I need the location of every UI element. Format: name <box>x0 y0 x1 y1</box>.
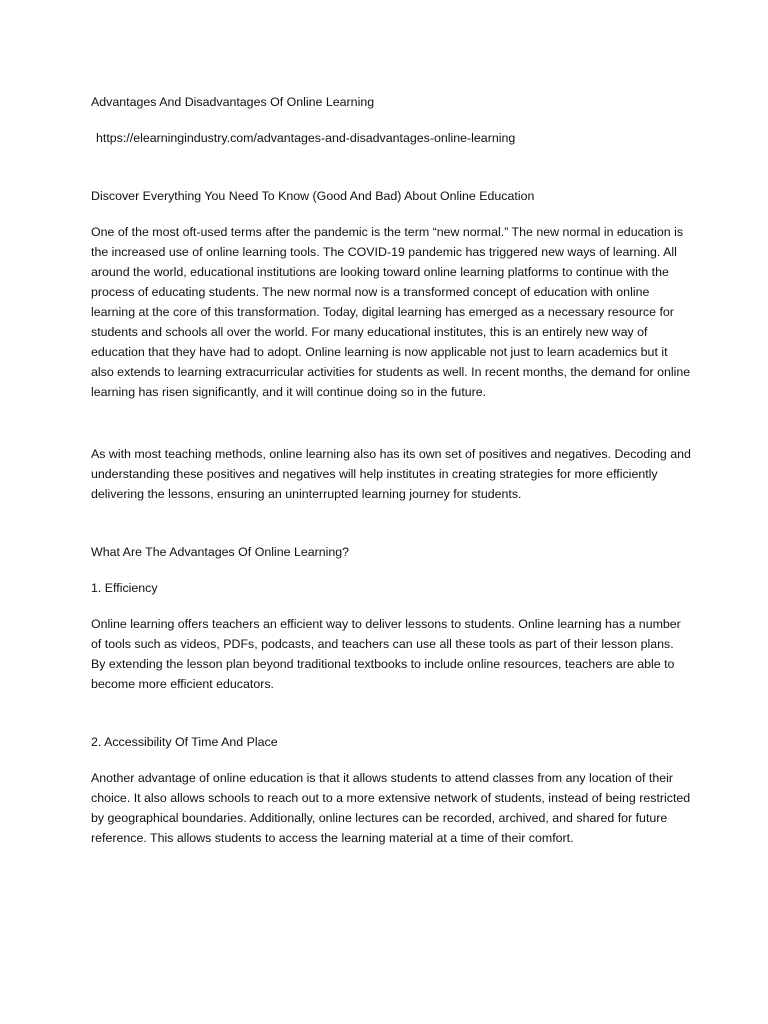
advantages-heading: What Are The Advantages Of Online Learning? <box>91 545 350 559</box>
section-heading-accessibility: 2. Accessibility Of Time And Place <box>91 735 278 749</box>
section-body-efficiency: Online learning offers teachers an efficient way to deliver lessons to students. Online learning has a number of tools such as videos, PDFs, podcasts, and teachers can use all these tools as part of their lesson plans. By extending the lesson plan beyond traditional textbooks to include online resources, teachers are able to become more efficient educators. <box>91 617 681 691</box>
intro-paragraph: One of the most oft-used terms after the pandemic is the term “new normal.” The new normal in education is the increased use of online learning tools. The COVID-19 pandemic has triggered new ways of learning. All around the world, educational institutions are looking toward online learning platforms to continue with the process of educating students. The new normal now is a transformed concept of education with online learning at the core of this transformation. Today, digital learning has emerged as a necessary resource for students and schools all over the world. For many educational institutes, this is an entirely new way of education that they have had to adopt. Online learning is now applicable not just to learn academics but it also extends to learning extracurricular activities for students as well. In recent months, the demand for online learning has risen significantly, and it will continue doing so in the future. <box>91 225 691 399</box>
source-url: https://elearningindustry.com/advantages-and-disadvantages-online-learning <box>96 131 516 145</box>
second-paragraph: As with most teaching methods, online learning also has its own set of positives and negatives. Decoding and understanding these positives and negatives will help institutes in creating strategies for more efficiently delivering the lessons, ensuring an uninterrupted learning journey for students. <box>91 447 691 501</box>
document-content <box>91 92 691 848</box>
section-body-accessibility: Another advantage of online education is that it allows students to attend classes from any location of their choice. It also allows schools to reach out to a more extensive network of students, instead of being restricted by geographical boundaries. Additionally, online lectures can be recorded, archived, and shared for future reference. This allows students to access the learning material at a time of their comfort. <box>91 771 691 845</box>
document-title: Advantages And Disadvantages Of Online Learning <box>91 95 375 109</box>
section-heading-efficiency: 1. Efficiency <box>91 581 158 595</box>
document-subtitle: Discover Everything You Need To Know (Good And Bad) About Online Education <box>91 189 535 203</box>
